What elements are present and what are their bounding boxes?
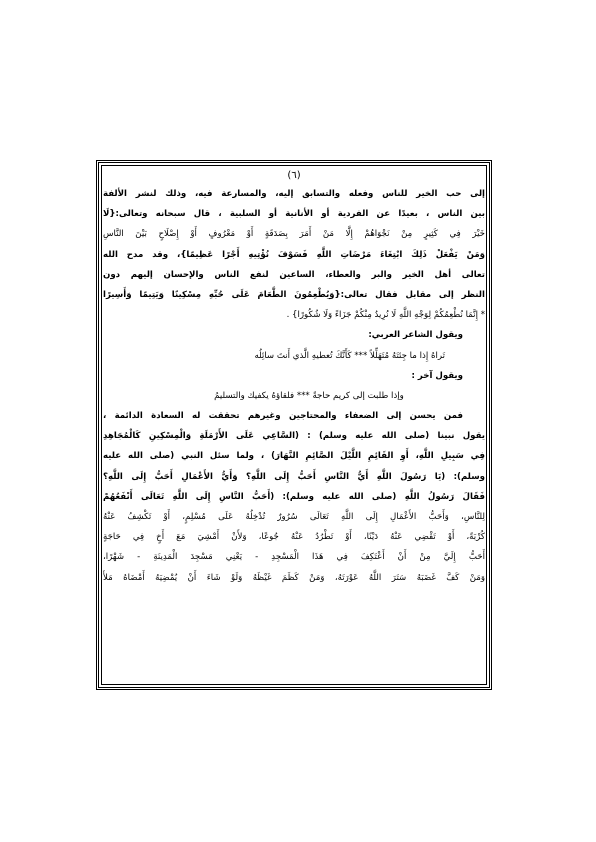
text-line: أَحَبُّ إِلَيَّ مِنْ أَنْ أَعْتَكِفَ فِي هَذَا الْمَسْجِدِ - يَعْنِي مَسْجِدَ الْمَدِينَةِ - شَهْرًا، — [103, 552, 485, 563]
text-line: وإذا طلبت إلى كريم حاجةً *** فلقاؤهُ يكفيك والتسليمُ — [214, 390, 404, 401]
text-line: كُرْبَةً، أَوْ تَقْضِي عَنْهُ دَيْنًا، أَوْ تَطْرُدُ عَنْهُ جُوعًا، وَلأَنْ أَمْشِيَ مَعَ أَخٍ فِي حَاجَةٍ — [103, 532, 485, 543]
text-line: تَراهُ إِذا ما جِئتَهُ مُتَهَلِّلاً *** كَأَنَّكَ تُعطيهِ الَّذي أَنتَ سائِلُه — [254, 350, 445, 361]
text-line: * إِنَّمَا نُطْعِمُكُمْ لِوَجْهِ اللَّهِ لَا نُرِيدُ مِنْكُمْ جَزَاءً وَلَا شُكُورًا} . — [286, 310, 485, 321]
text-line: وَمَنْ يَفْعَلْ ذَلِكَ ابْتِغَاءَ مَرْضَاتِ اللَّهِ فَسَوْفَ نُؤْتِيهِ أَجْرًا عَظِيمًا}، وقد مدح الله — [103, 249, 485, 260]
text-line: فَقَالَ رَسُولُ اللَّهِ (صلى الله عليه وسلم): (أَحَبُّ النَّاسِ إِلَى اللَّهِ تَعَالَى أَنْفَعُهُمْ — [103, 491, 485, 502]
text-line: يقول نبينا (صلى الله عليه وسلم) : (السَّاعِي عَلَى الأَرْمَلَةِ وَالْمِسْكِينِ كَالْمُجَاهِدِ — [103, 431, 485, 442]
text-body — [103, 184, 485, 588]
text-line: وَمَنْ كَفَّ غَضَبَهُ سَتَرَ اللَّهُ عَوْرَتَهُ، وَمَنْ كَظَمَ غَيْظَهُ وَلَوْ شَاءَ أَنْ يُمْضِيَهُ أَمْضَاهُ مَلأَ — [103, 572, 485, 583]
text-line: إلى حب الخير للناس وفعله والتسابق إليه، والمسارعة فيه، وذلك لنشر الألفة — [103, 189, 485, 199]
text-line: وسلم): (يَا رَسُولَ اللَّهِ أَيُّ النَّاسِ أَحَبُّ إِلَى اللَّهِ؟ وَأَيُّ الأَعْمَالِ أَحَبُّ إِلَى اللَّهِ؟ — [103, 471, 485, 482]
text-line: فِي سَبِيلِ اللَّهِ، أَوِ القَائِمِ اللَّيْلَ الصَّائِمِ النَّهَارَ) ، ولما سئل النبي (صلى الله عليه — [103, 451, 485, 462]
page-number: (٦) — [287, 170, 301, 181]
text-line: لِلنَّاسِ، وَأَحَبُّ الأَعْمَالِ إِلَى اللَّهِ تَعَالَى سُرُورٌ تُدْخِلُهُ عَلَى مُسْلِمٍ، أَوْ تَكْشِفُ عَنْهُ — [103, 512, 485, 522]
text-line: تعالى أهل الخير والبر والعطاء، الساعين لنفع الناس والإحسان إليهم دون — [103, 269, 485, 280]
text-line: ويقول الشاعر العربي: — [368, 330, 463, 341]
text-line: بين الناس ، بعيدًا عن الفردية أو الأنانية أو السلبية ، قال سبحانه وتعالى:{لَا — [103, 209, 485, 220]
text-line: ويقول آخر : — [411, 370, 463, 381]
text-line: النظر إلى مقابل فقال تعالى:{وَيُطْعِمُونَ الطَّعَامَ عَلَى حُبِّهِ مِسْكِينًا وَيَتِيمًا وَأَسِيرًا — [103, 289, 485, 300]
text-line: فمن يحسن إلى الضعفاء والمحتاجين وغيرهم تحققت له السعادة الدائمة ، — [103, 411, 463, 422]
page-content — [103, 168, 485, 686]
text-line: خَيْرَ فِي كَثِيرٍ مِنْ نَجْوَاهُمْ إِلَّا مَنْ أَمَرَ بِصَدَقَةٍ أَوْ مَعْرُوفٍ أَوْ إِصْلَاحٍ بَيْنَ النَّاسِ — [103, 229, 485, 240]
